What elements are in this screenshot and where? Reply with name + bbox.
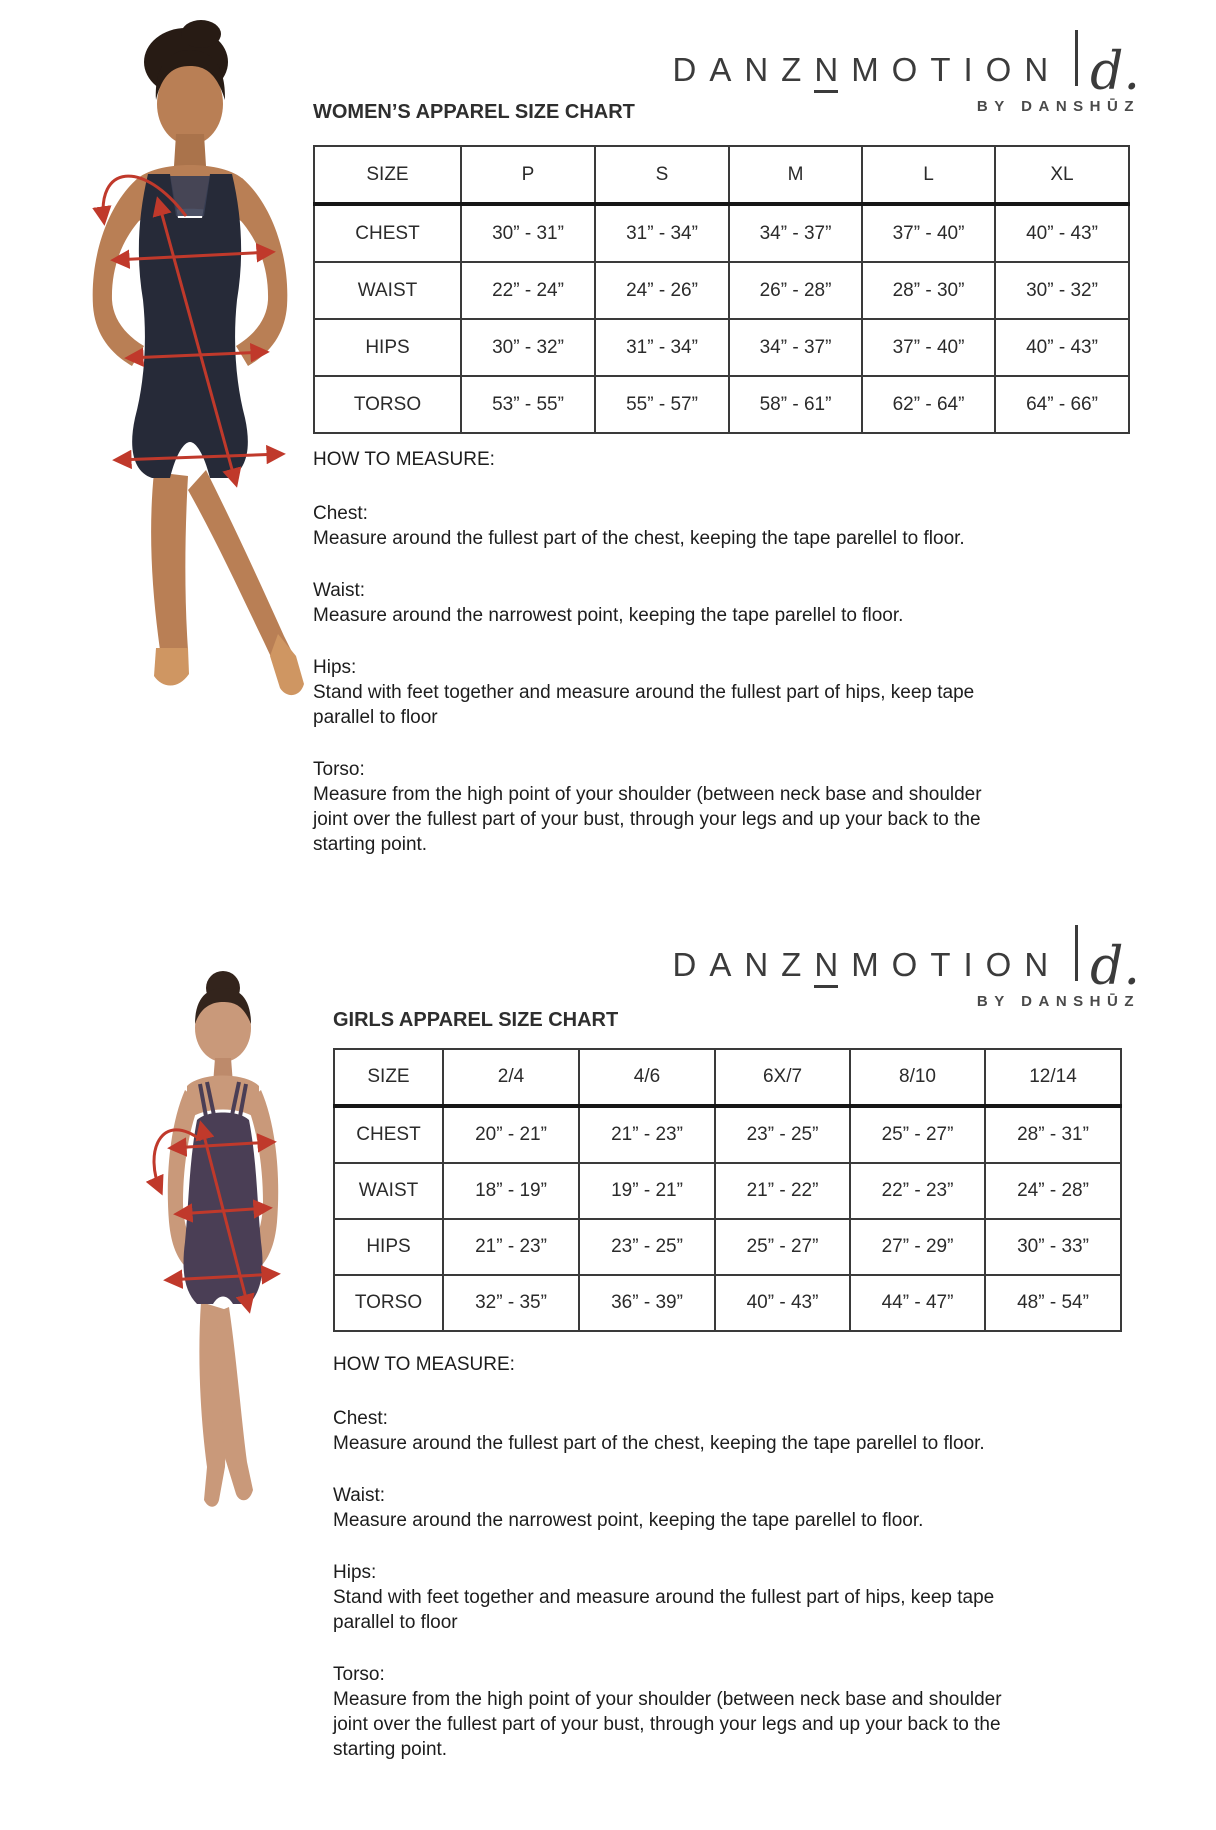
logo-wordmark-n-underlined: N — [814, 946, 838, 988]
size-cell: 31” - 34” — [595, 204, 729, 262]
size-cell: 22” - 24” — [461, 262, 595, 319]
womens-model-photo — [38, 8, 338, 708]
measure-text: Measure around the narrowest point, keeping the tape parellel to floor. — [313, 605, 904, 626]
size-cell: 25” - 27” — [715, 1219, 850, 1275]
measure-label: Hips: — [313, 657, 357, 678]
size-cell: 24” - 26” — [595, 262, 729, 319]
header-cell: P — [461, 146, 595, 204]
danznmotion-logo — [628, 925, 1140, 1010]
measure-item-torso — [333, 1662, 1039, 1762]
row-label-cell: TORSO — [334, 1275, 443, 1331]
header-cell: SIZE — [314, 146, 461, 204]
measure-label: Torso: — [333, 1664, 385, 1685]
size-cell: 64” - 66” — [995, 376, 1129, 433]
size-cell: 21” - 22” — [715, 1163, 850, 1219]
girls-size-chart-table — [333, 1048, 1122, 1332]
measure-item-waist — [313, 578, 1019, 628]
size-cell: 36” - 39” — [579, 1275, 715, 1331]
measure-text: Measure from the high point of your shoulder (between neck base and shoulder joint over the fullest part of your bust, through your legs and up your back to the starting point. — [333, 1689, 1002, 1760]
how-to-measure-women — [313, 447, 1019, 857]
measure-text: Stand with feet together and measure around the fullest part of hips, keep tape parallel to floor — [333, 1587, 995, 1633]
header-cell: 2/4 — [443, 1049, 579, 1106]
size-cell: 24” - 28” — [985, 1163, 1121, 1219]
header-cell: M — [729, 146, 862, 204]
row-label-cell: HIPS — [314, 319, 461, 376]
size-cell: 20” - 21” — [443, 1106, 579, 1163]
girls-model-photo — [105, 962, 340, 1522]
size-cell: 55” - 57” — [595, 376, 729, 433]
size-cell: 23” - 25” — [715, 1106, 850, 1163]
size-cell: 48” - 54” — [985, 1275, 1121, 1331]
measure-item-chest — [333, 1406, 1039, 1456]
logo-wordmark-row — [672, 30, 1141, 102]
size-cell: 28” - 31” — [985, 1106, 1121, 1163]
measure-label: Waist: — [333, 1485, 386, 1506]
row-label-cell: HIPS — [334, 1219, 443, 1275]
header-cell: 12/14 — [985, 1049, 1121, 1106]
size-cell: 19” - 21” — [579, 1163, 715, 1219]
woman-figure — [93, 20, 304, 695]
table-header-row — [334, 1049, 1121, 1106]
measure-text: Measure around the narrowest point, keeping the tape parellel to floor. — [333, 1510, 924, 1531]
logo-divider-bar — [1075, 30, 1078, 86]
table-header-row — [314, 146, 1129, 204]
table-row — [334, 1163, 1121, 1219]
logo-wordmark-row — [672, 925, 1141, 997]
row-label-cell: CHEST — [314, 204, 461, 262]
measure-label: Hips: — [333, 1562, 377, 1583]
size-cell: 40” - 43” — [715, 1275, 850, 1331]
size-cell: 40” - 43” — [995, 319, 1129, 376]
size-cell: 34” - 37” — [729, 204, 862, 262]
row-label-cell: TORSO — [314, 376, 461, 433]
logo-byline: BY DANSHŪZ — [976, 98, 1140, 115]
size-cell: 28” - 30” — [862, 262, 995, 319]
header-cell: SIZE — [334, 1049, 443, 1106]
measure-item-hips — [333, 1560, 1039, 1635]
table-row — [314, 319, 1129, 376]
header-cell: 6X/7 — [715, 1049, 850, 1106]
logo-wordmark-motion: MOTION — [851, 51, 1062, 88]
size-cell: 18” - 19” — [443, 1163, 579, 1219]
size-cell: 58” - 61” — [729, 376, 862, 433]
size-cell: 62” - 64” — [862, 376, 995, 433]
logo-divider-bar — [1075, 925, 1078, 981]
how-to-measure-heading: HOW TO MEASURE: — [313, 449, 495, 470]
size-cell: 25” - 27” — [850, 1106, 985, 1163]
how-to-measure-heading: HOW TO MEASURE: — [333, 1354, 515, 1375]
womens-size-chart-table — [313, 145, 1130, 434]
size-cell: 30” - 31” — [461, 204, 595, 262]
logo-wordmark-danz: DANZ — [672, 946, 815, 983]
measure-label: Waist: — [313, 580, 366, 601]
header-cell: 8/10 — [850, 1049, 985, 1106]
measure-text: Stand with feet together and measure around the fullest part of hips, keep tape parallel to floor — [313, 682, 975, 728]
measure-item-waist — [333, 1483, 1039, 1533]
header-cell: XL — [995, 146, 1129, 204]
how-to-measure-girls — [333, 1352, 1039, 1762]
logo-d-monogram: d. — [1090, 41, 1140, 102]
table-row — [314, 204, 1129, 262]
table-row — [314, 376, 1129, 433]
size-cell: 30” - 32” — [995, 262, 1129, 319]
size-cell: 21” - 23” — [579, 1106, 715, 1163]
size-cell: 22” - 23” — [850, 1163, 985, 1219]
size-cell: 31” - 34” — [595, 319, 729, 376]
measure-item-chest — [313, 501, 1019, 551]
header-cell: L — [862, 146, 995, 204]
row-label-cell: WAIST — [334, 1163, 443, 1219]
womens-chart-title: WOMEN’S APPAREL SIZE CHART — [313, 101, 635, 123]
measure-label: Chest: — [313, 503, 368, 524]
size-cell: 30” - 32” — [461, 319, 595, 376]
danznmotion-logo — [628, 30, 1140, 115]
logo-wordmark-danz: DANZ — [672, 51, 815, 88]
table-row — [334, 1275, 1121, 1331]
logo-wordmark-n-underlined: N — [814, 51, 838, 93]
size-cell: 53” - 55” — [461, 376, 595, 433]
size-cell: 21” - 23” — [443, 1219, 579, 1275]
measure-label: Torso: — [313, 759, 365, 780]
size-cell: 30” - 33” — [985, 1219, 1121, 1275]
measure-label: Chest: — [333, 1408, 388, 1429]
measure-item-hips — [313, 655, 1019, 730]
table-row — [334, 1106, 1121, 1163]
size-cell: 37” - 40” — [862, 319, 995, 376]
size-cell: 26” - 28” — [729, 262, 862, 319]
girl-figure — [168, 971, 278, 1507]
row-label-cell: CHEST — [334, 1106, 443, 1163]
row-label-cell: WAIST — [314, 262, 461, 319]
measure-text: Measure from the high point of your shoulder (between neck base and shoulder joint over the fullest part of your bust, through your legs and up your back to the starting point. — [313, 784, 982, 855]
girls-chart-title: GIRLS APPAREL SIZE CHART — [333, 1009, 619, 1031]
size-cell: 37” - 40” — [862, 204, 995, 262]
size-cell: 34” - 37” — [729, 319, 862, 376]
table-row — [314, 262, 1129, 319]
size-cell: 40” - 43” — [995, 204, 1129, 262]
header-cell: 4/6 — [579, 1049, 715, 1106]
measure-item-torso — [313, 757, 1019, 857]
size-cell: 32” - 35” — [443, 1275, 579, 1331]
logo-wordmark — [673, 53, 1062, 86]
pointe-shoe — [154, 648, 189, 686]
logo-d-monogram: d. — [1090, 936, 1140, 997]
logo-wordmark — [673, 948, 1062, 981]
table-row — [334, 1219, 1121, 1275]
header-cell: S — [595, 146, 729, 204]
size-cell: 23” - 25” — [579, 1219, 715, 1275]
measure-text: Measure around the fullest part of the chest, keeping the tape parellel to floor. — [333, 1433, 985, 1454]
size-cell: 44” - 47” — [850, 1275, 985, 1331]
leotard — [132, 174, 248, 478]
size-cell: 27” - 29” — [850, 1219, 985, 1275]
logo-wordmark-motion: MOTION — [851, 946, 1062, 983]
logo-byline: BY DANSHŪZ — [976, 993, 1140, 1010]
measure-text: Measure around the fullest part of the chest, keeping the tape parellel to floor. — [313, 528, 965, 549]
